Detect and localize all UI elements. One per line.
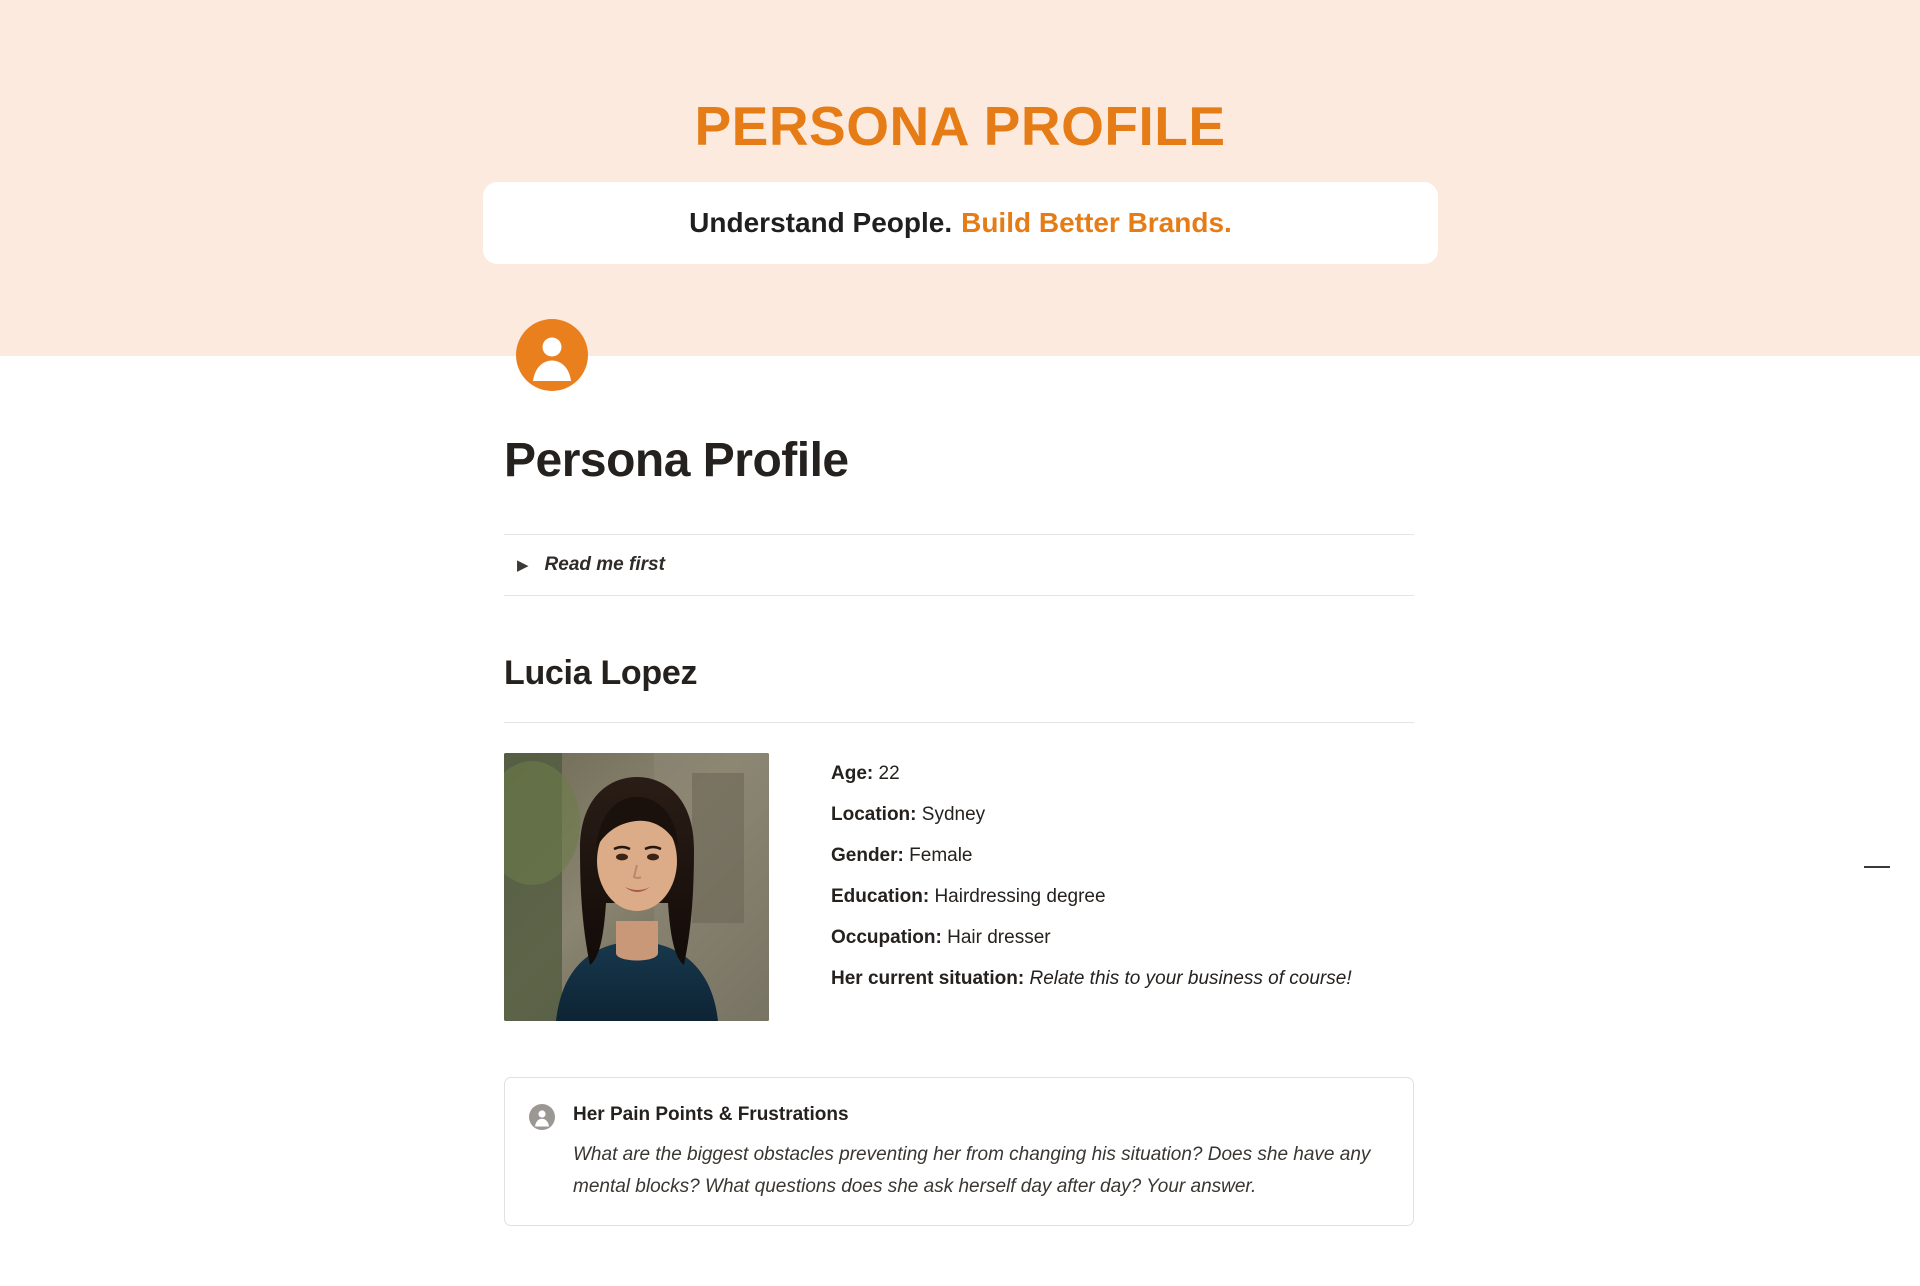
fact-education: [831, 885, 1386, 909]
user-circle-icon: [529, 1104, 555, 1130]
fact-label-location: Location:: [831, 804, 917, 826]
user-circle-icon[interactable]: [516, 319, 588, 391]
toggle-read-me-first[interactable]: [504, 534, 1414, 596]
fact-value-education: Hairdressing degree: [934, 886, 1106, 908]
banner-subtitle-accent: Build Better Brands.: [961, 207, 1232, 238]
fact-current-situation: [831, 967, 1386, 991]
fact-age: [831, 762, 1386, 786]
callout-pain-points: [504, 1077, 1414, 1226]
fact-value-gender: Female: [909, 845, 973, 867]
fact-value-location: Sydney: [921, 804, 986, 826]
collapse-toggle[interactable]: [1864, 866, 1890, 868]
persona-profile-block: [504, 753, 1414, 1021]
persona-name: Lucia Lopez: [504, 654, 698, 692]
fact-label-gender: Gender:: [831, 845, 904, 867]
callout-text: What are the biggest obstacles preventing her from changing his situation? Does she have any mental blocks? What questions does she ask herself day after day? Your answer.: [573, 1144, 1371, 1198]
chevron-right-icon[interactable]: ▶: [517, 556, 529, 574]
callout-title: Her Pain Points & Frustrations: [573, 1104, 849, 1126]
fact-label-education: Education:: [831, 886, 930, 908]
cover-banner: [0, 0, 1920, 356]
fact-value-age: 22: [878, 763, 900, 785]
fact-label-occupation: Occupation:: [831, 927, 942, 949]
persona-facts: [831, 753, 1386, 1008]
fact-gender: [831, 844, 1386, 868]
banner-subtitle-pill: [483, 182, 1438, 264]
fact-location: [831, 803, 1386, 827]
toggle-label: Read me first: [544, 554, 665, 575]
banner-subtitle-plain: Understand People.: [689, 207, 953, 238]
divider: [504, 722, 1414, 723]
page-title: Persona Profile: [504, 434, 849, 487]
fact-value-occupation: Hair dresser: [947, 927, 1051, 949]
banner-title: PERSONA PROFILE: [694, 95, 1226, 157]
fact-occupation: [831, 926, 1386, 950]
document-body: [0, 432, 1920, 1286]
fact-label-age: Age:: [831, 763, 874, 785]
persona-photo: [504, 753, 769, 1021]
fact-label-current-situation: Her current situation:: [831, 968, 1025, 990]
fact-value-current-situation: Relate this to your business of course!: [1029, 968, 1352, 990]
